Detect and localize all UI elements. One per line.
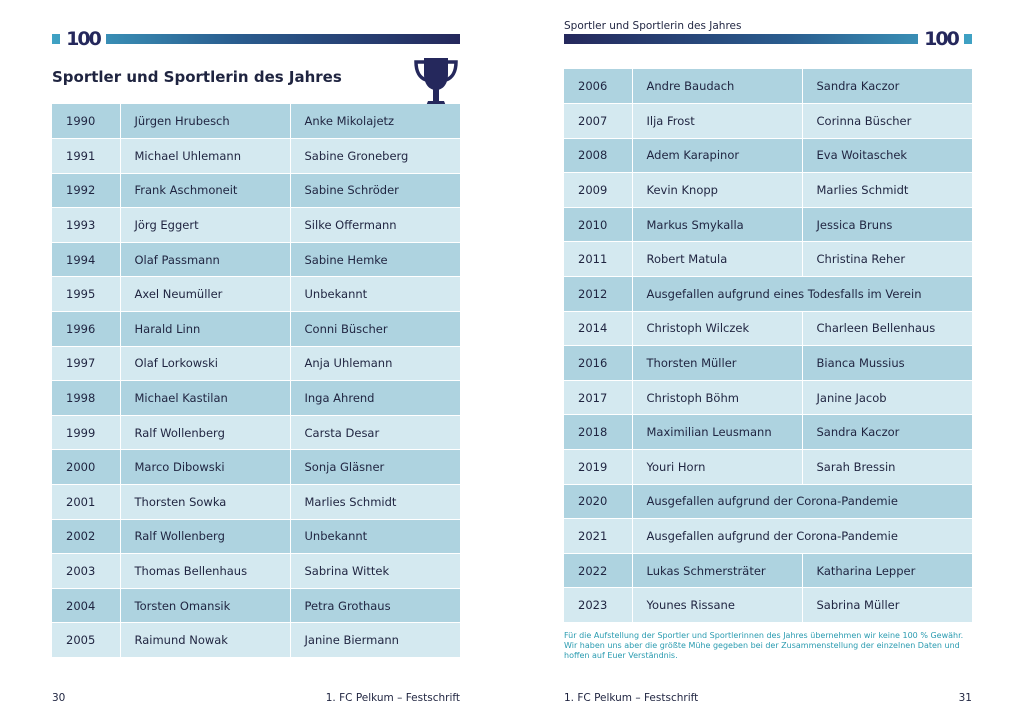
sportswoman-cell: Sabine Groneberg — [290, 139, 460, 174]
sportsman-cell: Jürgen Hrubesch — [120, 104, 290, 139]
sportswoman-cell: Sonja Gläsner — [290, 450, 460, 485]
table-row — [564, 346, 972, 381]
table-row — [52, 381, 460, 416]
sportswoman-cell: Jessica Bruns — [802, 207, 972, 242]
running-head: Sportler und Sportlerin des Jahres — [564, 20, 742, 32]
year-cell: 2019 — [564, 450, 632, 485]
year-cell: 2001 — [52, 485, 120, 520]
sportswoman-cell: Charleen Bellenhaus — [802, 311, 972, 346]
year-cell: 2003 — [52, 554, 120, 589]
sportsman-cell: Robert Matula — [632, 242, 802, 277]
table-row — [564, 242, 972, 277]
table-row — [52, 312, 460, 347]
year-cell: 1995 — [52, 277, 120, 312]
year-cell: 2016 — [564, 346, 632, 381]
sportswoman-cell: Christina Reher — [802, 242, 972, 277]
sportsman-cell: Torsten Omansik — [120, 588, 290, 623]
sportsman-cell: Adem Karapinor — [632, 138, 802, 173]
table-row — [564, 415, 972, 450]
table-row — [52, 242, 460, 277]
header-gradient-bar — [52, 34, 460, 44]
page-number: 30 — [52, 692, 66, 704]
header-gradient-bar — [564, 34, 972, 44]
sportswoman-cell: Eva Woitaschek — [802, 138, 972, 173]
sportsman-cell: Maximilian Leusmann — [632, 415, 802, 450]
sportswoman-cell: Sabine Hemke — [290, 242, 460, 277]
year-cell: 2005 — [52, 623, 120, 658]
table-row — [52, 139, 460, 174]
logo-text: 100 — [66, 28, 100, 50]
sportswoman-cell: Marlies Schmidt — [802, 173, 972, 208]
page-title: Sportler und Sportlerin des Jahres — [52, 68, 342, 86]
year-cell: 2021 — [564, 519, 632, 554]
sportsman-cell: Axel Neumüller — [120, 277, 290, 312]
year-cell: 2014 — [564, 311, 632, 346]
table-row — [564, 588, 972, 623]
sportswoman-cell: Janine Jacob — [802, 380, 972, 415]
sportsman-cell: Michael Kastilan — [120, 381, 290, 416]
sportsman-cell: Christoph Wilczek — [632, 311, 802, 346]
table-row — [52, 588, 460, 623]
sportsman-cell: Raimund Nowak — [120, 623, 290, 658]
year-cell: 2007 — [564, 104, 632, 139]
table-row — [52, 519, 460, 554]
sportswoman-cell: Conni Büscher — [290, 312, 460, 347]
table-row — [52, 623, 460, 658]
sportsman-cell: Ralf Wollenberg — [120, 415, 290, 450]
sportswoman-cell: Katharina Lepper — [802, 553, 972, 588]
table-row — [52, 173, 460, 208]
sportswoman-cell: Silke Offermann — [290, 208, 460, 243]
footer-title: 1. FC Pelkum – Festschrift — [325, 692, 460, 704]
sportswoman-cell: Petra Grothaus — [290, 588, 460, 623]
table-row — [564, 450, 972, 485]
table-row — [564, 519, 972, 554]
logo-text: 100 — [924, 28, 958, 50]
year-cell: 2020 — [564, 484, 632, 519]
sportswoman-cell: Sabrina Wittek — [290, 554, 460, 589]
table-row — [564, 484, 972, 519]
table-row — [52, 450, 460, 485]
table-row — [564, 69, 972, 104]
year-cell: 2009 — [564, 173, 632, 208]
winners-table-left — [52, 104, 461, 658]
sportswoman-cell: Sabine Schröder — [290, 173, 460, 208]
sportsman-cell: Marco Dibowski — [120, 450, 290, 485]
sportsman-cell: Jörg Eggert — [120, 208, 290, 243]
table-row — [564, 138, 972, 173]
cancellation-note-cell: Ausgefallen aufgrund der Corona-Pandemie — [632, 519, 972, 554]
table-row — [52, 554, 460, 589]
cancellation-note-cell: Ausgefallen aufgrund der Corona-Pandemie — [632, 484, 972, 519]
winners-table-right — [564, 69, 973, 623]
sportsman-cell: Lukas Schmersträter — [632, 553, 802, 588]
year-cell: 2018 — [564, 415, 632, 450]
year-cell: 1997 — [52, 346, 120, 381]
page-number: 31 — [958, 692, 972, 704]
table-row — [52, 415, 460, 450]
sportsman-cell: Thorsten Sowka — [120, 485, 290, 520]
sportsman-cell: Thomas Bellenhaus — [120, 554, 290, 589]
sportswoman-cell: Inga Ahrend — [290, 381, 460, 416]
year-cell: 1990 — [52, 104, 120, 139]
table-row — [52, 277, 460, 312]
year-cell: 1991 — [52, 139, 120, 174]
sportsman-cell: Christoph Böhm — [632, 380, 802, 415]
year-cell: 1996 — [52, 312, 120, 347]
sportsman-cell: Harald Linn — [120, 312, 290, 347]
table-row — [52, 485, 460, 520]
anniversary-logo — [918, 29, 964, 49]
table-row — [564, 207, 972, 242]
year-cell: 2002 — [52, 519, 120, 554]
table-row — [564, 553, 972, 588]
table-row — [564, 173, 972, 208]
disclaimer-footnote: Für die Aufstellung der Sportler und Sportlerinnen des Jahres übernehmen wir keine 100 % Gewähr. Wir haben uns aber die größte Mühe gegeben bei der Zusammenstellung der einzelnen Daten und hoffen auf Euer Verständnis. — [564, 631, 964, 660]
sportsman-cell: Ilja Frost — [632, 104, 802, 139]
table-row — [52, 346, 460, 381]
sportswoman-cell: Carsta Desar — [290, 415, 460, 450]
sportswoman-cell: Unbekannt — [290, 519, 460, 554]
year-cell: 2017 — [564, 380, 632, 415]
year-cell: 2022 — [564, 553, 632, 588]
sportswoman-cell: Anja Uhlemann — [290, 346, 460, 381]
table-row — [52, 104, 460, 139]
sportswoman-cell: Sandra Kaczor — [802, 69, 972, 104]
sportsman-cell: Olaf Passmann — [120, 242, 290, 277]
sportsman-cell: Ralf Wollenberg — [120, 519, 290, 554]
year-cell: 2006 — [564, 69, 632, 104]
sportsman-cell: Michael Uhlemann — [120, 139, 290, 174]
year-cell: 1994 — [52, 242, 120, 277]
year-cell: 1993 — [52, 208, 120, 243]
table-row — [564, 277, 972, 312]
sportswoman-cell: Corinna Büscher — [802, 104, 972, 139]
sportsman-cell: Youri Horn — [632, 450, 802, 485]
footer-title: 1. FC Pelkum – Festschrift — [564, 692, 699, 704]
year-cell: 2011 — [564, 242, 632, 277]
sportsman-cell: Olaf Lorkowski — [120, 346, 290, 381]
right-page — [512, 0, 1024, 726]
sportswoman-cell: Sabrina Müller — [802, 588, 972, 623]
year-cell: 1998 — [52, 381, 120, 416]
table-row — [52, 208, 460, 243]
sportswoman-cell: Anke Mikolajetz — [290, 104, 460, 139]
year-cell: 2004 — [52, 588, 120, 623]
year-cell: 2012 — [564, 277, 632, 312]
sportswoman-cell: Sandra Kaczor — [802, 415, 972, 450]
sportsman-cell: Andre Baudach — [632, 69, 802, 104]
year-cell: 2010 — [564, 207, 632, 242]
sportswoman-cell: Marlies Schmidt — [290, 485, 460, 520]
sportswoman-cell: Sarah Bressin — [802, 450, 972, 485]
table-row — [564, 104, 972, 139]
cancellation-note-cell: Ausgefallen aufgrund eines Todesfalls im Verein — [632, 277, 972, 312]
year-cell: 1999 — [52, 415, 120, 450]
sportsman-cell: Kevin Knopp — [632, 173, 802, 208]
sportswoman-cell: Unbekannt — [290, 277, 460, 312]
sportswoman-cell: Janine Biermann — [290, 623, 460, 658]
sportsman-cell: Thorsten Müller — [632, 346, 802, 381]
table-row — [564, 380, 972, 415]
year-cell: 2023 — [564, 588, 632, 623]
anniversary-logo — [60, 29, 106, 49]
sportsman-cell: Younes Rissane — [632, 588, 802, 623]
year-cell: 2008 — [564, 138, 632, 173]
sportswoman-cell: Bianca Mussius — [802, 346, 972, 381]
table-row — [564, 311, 972, 346]
sportsman-cell: Frank Aschmoneit — [120, 173, 290, 208]
sportsman-cell: Markus Smykalla — [632, 207, 802, 242]
year-cell: 2000 — [52, 450, 120, 485]
year-cell: 1992 — [52, 173, 120, 208]
